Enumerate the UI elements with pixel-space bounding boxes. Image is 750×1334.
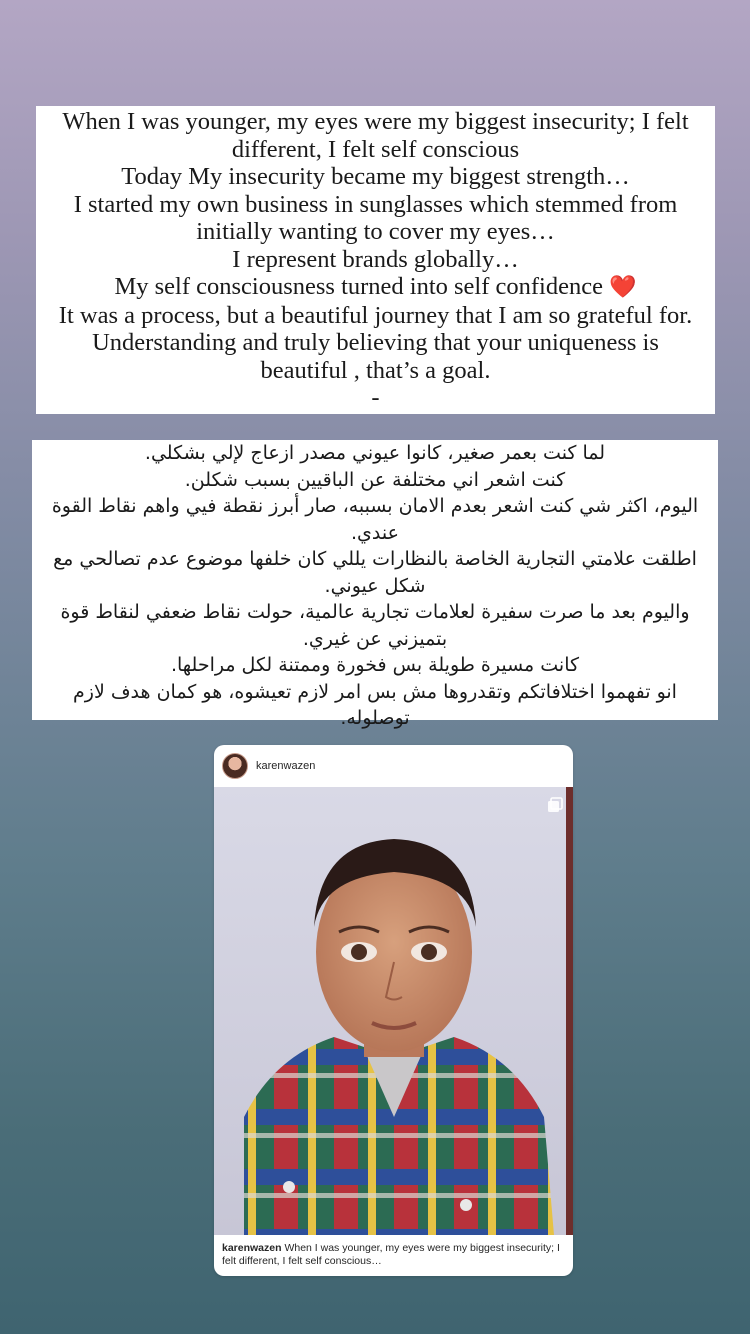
arabic-line-7: واليوم بعد ما صرت سفيرة لعلامات تجارية عالمية، حولت نقاط ضعفي لنقاط قوة [60,601,690,623]
caption-username[interactable]: karenwazen [222,1242,282,1254]
multiple-photos-icon [547,797,563,813]
arabic-line-2: كنت اشعر اني مختلفة عن الباقيين بسبب شكلن. [184,468,566,491]
english-line-4: I started my own business in sunglasses which stemmed from [73,190,678,218]
english-line-10: beautiful , that’s a goal. [260,356,491,384]
english-line-3: Today My insecurity became my biggest strength… [121,163,630,190]
arabic-text-box [32,440,718,729]
english-line-1: When I was younger, my eyes were my biggest insecurity; I felt [62,108,689,135]
shared-post-card[interactable] [214,745,573,1276]
arabic-line-4: عندي. [351,521,399,544]
english-line-2: different, I felt self conscious [231,135,520,163]
arabic-line-8: بتميزني عن غيري. [302,627,448,650]
arabic-line-6: شكل عيوني. [324,574,426,597]
english-line-9: Understanding and truly believing that your uniqueness is [92,329,659,356]
post-username[interactable]: karenwazen [256,760,316,772]
post-caption [222,1242,565,1268]
english-line-8: It was a process, but a beautiful journey that I am so grateful for. [58,301,693,329]
caption-text: When I was younger, my eyes were my biggest insecurity; I felt different, I felt self conscious… [222,1242,560,1267]
arabic-line-5: اطلقت علامتي التجارية الخاصة بالنظارات يللي كان خلفها موضوع عدم تصالحي مع [53,548,697,570]
arabic-line-9: كانت مسيرة طويلة بس فخورة وممتنة لكل مراحلها. [170,654,580,676]
heart-icon: ❤️ [609,275,637,300]
portrait-illustration [214,787,573,1235]
post-photo[interactable] [214,787,573,1235]
post-header[interactable] [214,745,573,787]
english-line-7 [42,273,709,302]
english-line-11: - [371,384,380,411]
english-text-box [36,106,715,414]
arabic-line-3: اليوم، اكثر شي كنت اشعر بعدم الامان بسببه، صار أبرز نقطة فيي واهم نقاط القوة [51,495,699,517]
avatar[interactable] [222,753,248,779]
english-line-7-text: My self consciousness turned into self confidence [114,273,603,300]
english-line-6: I represent brands globally… [232,245,519,273]
arabic-line-10: انو تفهموا اختلافاتكم وتقدروها مش بس امر لازم تعيشوه، هو كمان هدف لازم توصلوله. [73,680,677,729]
english-line-5: initially wanting to cover my eyes… [196,218,555,245]
arabic-line-1: لما كنت بعمر صغير، كانوا عيوني مصدر ازعاج لإلي بشكلي. [144,442,606,464]
